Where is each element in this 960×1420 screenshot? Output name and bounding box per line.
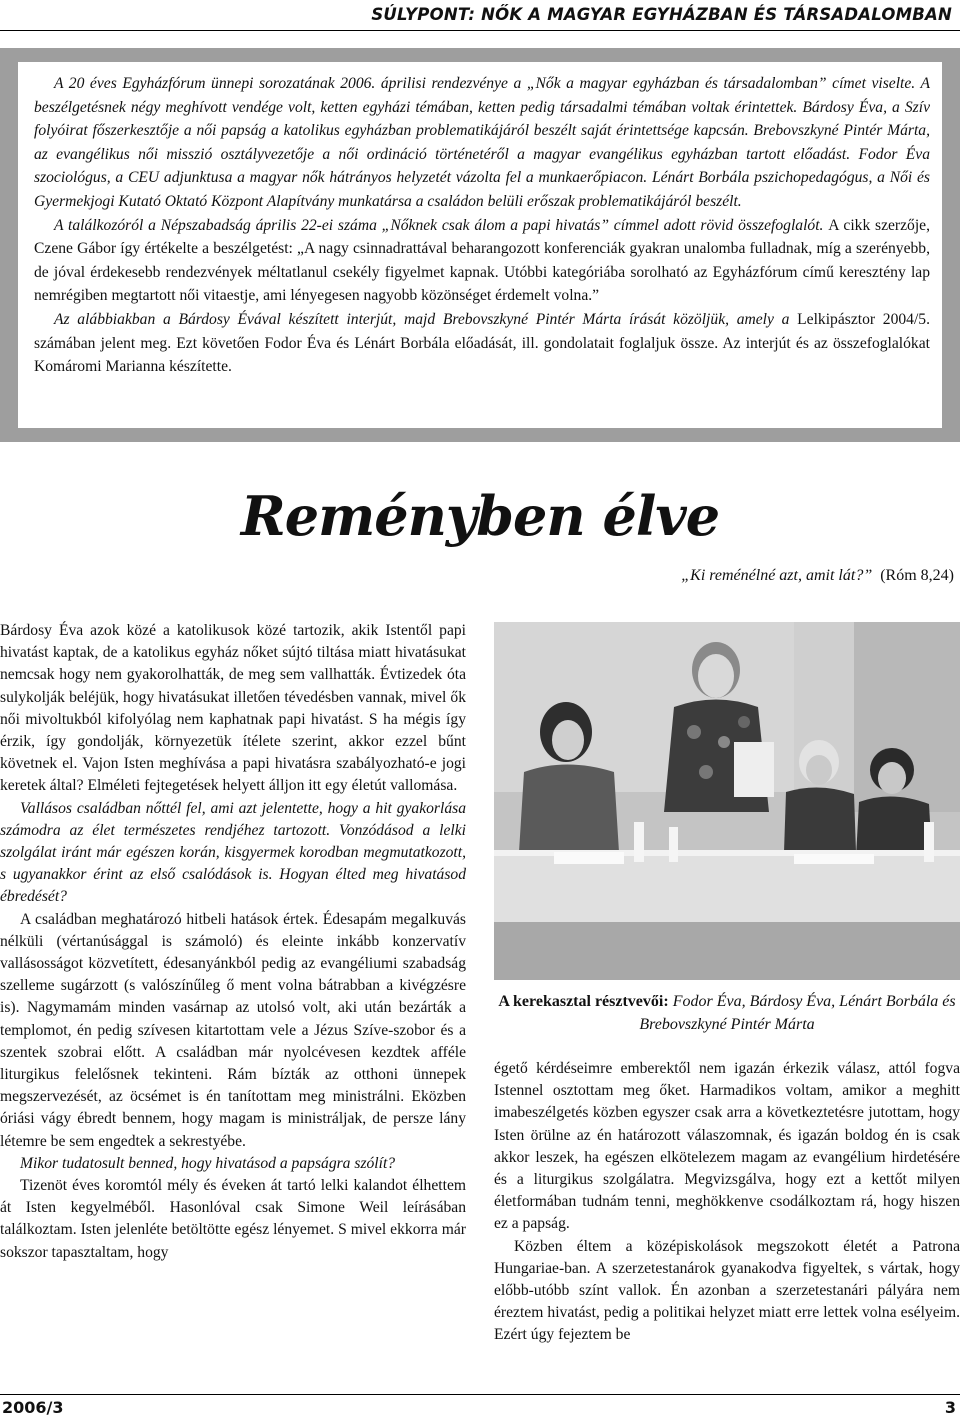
intro-paragraph: A 20 éves Egyházfórum ünnepi sorozatának 2006. áprilisi rendezvénye a „Nők a magyar egyházban és társadalomban” címet viselte. A beszélgetésnek négy meghívott vendége volt, ketten egyházi témában, ketten pedig társadalmi témában voltak érintettek. Bárdosy Éva, a Szív folyóirat főszerkesztője a női papság a katolikus egyházban problematikájáról beszélt saját érintettsége kapcsán. Brebovszkyné Pintér Márta, az evangélikus női misszió osztályvezetője a női ordináció történetéről a magyar evangélikus egyházban tartott előadást. Fodor Éva szociológus, a CEU adjunktusa a magyar nők hátrányos helyzetét vázolta fel a munkaerőpiacon. Lénárt Borbála pszichopedagógus, a Női és Gyermekjogi Kutató Oktató Központ Alapítvány munkatársa a családon belüli erőszak problematikájáról beszélt. bbox=[34, 75, 930, 210]
intro-paragraph bbox=[34, 214, 930, 308]
intro-upright-part: A cikk szerzője, Czene Gábor így értékelte a beszélgetést: „A nagy csinnadrattával beharangozott konferenciák gyakran unalomba fulladnak, míg a szerényebb, de jóval érdekesebb rendezvények méltatlanul csekély figyelmet kapnak. Utóbbi kategóriába sorolható az Egyházfórum című keresztény lap nemrégiben megtartott női vitaestje, ami lényegesen nagyobb közönséget érdemelt volna.” bbox=[34, 216, 930, 305]
section-title: SÚLYPONT: NŐK A MAGYAR EGYHÁZBAN ÉS TÁRSADALOMBAN bbox=[371, 5, 952, 24]
issue-number: 2006/3 bbox=[2, 1398, 64, 1417]
footer-rule bbox=[0, 1394, 960, 1395]
motto-text: „Ki reménélné azt, amit lát?” bbox=[681, 567, 873, 584]
body-paragraph: Bárdosy Éva azok közé a katolikusok közé tartozik, akik Istentől papi hivatást kaptak, de a katolikus egyház nőket sújtó tiltása miatt hivatásukat nemcsak hogy nem gyakorolhatták, de meg sem vallhatták. Évtizedek óta sulykolják beléjük, hogy hivatásukat illetően tévedésben vannak, mivel ők női mivoltukból kifolyólag nem kaphatnak papi hivatást. S ha mégis így érzik, így gondolják, környezetük ítélete szerint, akkor ezzel bűnt követnek el. Vajon Isten meghívása a papi hivatásra szabályozható-e jogi keretek által? Elméleti fejtegetések helyett álljon itt egy életút vallomása. bbox=[0, 622, 466, 795]
motto-reference: (Róm 8,24) bbox=[880, 567, 954, 584]
body-paragraph: Tizenöt éves koromtól mély és éveken át tartó lelki kalandot élhettem át Isten kegyelméből. Hasonlóval csak Simone Weil leírásában találkoztam. Isten jelenléte betöltötte egész lényemet. S mivel ekkorra már sokszor tapasztaltam, hogy bbox=[0, 1177, 466, 1261]
caption-label: A kerekasztal résztvevői: bbox=[498, 993, 669, 1010]
page-number: 3 bbox=[944, 1398, 956, 1417]
body-paragraph: Közben éltem a középiskolások megszokott életét a Patrona Hungariae-ban. A szerzetestanárok gyanakodva figyeltek, s vártak, hogy előbb-utóbb színt vallok. Én azonban a szerzetestanári pályára nem éreztem hivatást, pedig a politikai helyzet miatt erre lettek volna esélyeim. Ezért úgy fejeztem be bbox=[494, 1237, 960, 1344]
intro-italic-part: Az alábbiakban a Bárdosy Évával készített interjút, majd Brebovszkyné Pintér Márta írását közöljük, amely a bbox=[54, 310, 790, 328]
intro-italic-part: A találkozóról a Népszabadság április 22-ei száma „Nőknek csak álom a papi hivatás” címmel adott rövid összefoglalót. bbox=[54, 216, 824, 234]
intro-panel bbox=[18, 62, 942, 428]
caption-names: Fodor Éva, Bárdosy Éva, Lénárt Borbála és Brebovszkyné Pintér Márta bbox=[639, 993, 956, 1033]
article-title: Reményben élve bbox=[240, 484, 720, 548]
body-paragraph: A családban meghatározó hitbeli hatások értek. Édesapám megalkuvás nélküli (vértanúsággal is számoló) és eleinte inkább konzervatív vallásosságot közvetített, édesanyánkból pedig az evangéliumi szabadság szelleme sugárzott (s valószínűleg ő ment volna bátrabban a kivégzésre is). Nagymamám minden vasárnap az utolsó volt, aki után bezárták a templomot, én pedig szívesen kitartottam vele a Jézus Szíve-szobor és a szentek szobrai előtt. A családban már nyolcévesen kezdtek afféle liturgikus felelősnek tekinteni. Rám bízták az otthoni ünnepek megszervezését, az öcsémet is én tanítottam meg ministrálni. Eközben óriási vágy ébredt bennem, hogy magam is ministráljak, de persze lány létemre be sem engedtek a sekrestyébe. bbox=[0, 910, 466, 1150]
left-column bbox=[0, 620, 466, 1264]
photo-of-panel-discussion bbox=[494, 622, 960, 980]
motto bbox=[681, 567, 954, 585]
intro-paragraph bbox=[34, 308, 930, 379]
interview-question: Mikor tudatosult benned, hogy hivatásod a papságra szólít? bbox=[20, 1154, 396, 1172]
interview-question: Vallásos családban nőttél fel, ami azt jelentette, hogy a hit gyakorlása számodra az élet természetes rendjéhez tartozott. Vonzódásod a lelki szolgálat iránt már egészen korán, kisgyermek korodban megmutatkozott, s ugyanakkor érint az első csalódások is. Hogyan élted meg hivatásod ébredését? bbox=[0, 799, 466, 906]
intro-box bbox=[0, 48, 960, 442]
panel-photo bbox=[494, 622, 960, 980]
intro-text bbox=[34, 72, 930, 379]
intro-upright-part: Lelkipásztor 2004/5. számában jelent meg. Ezt követően Fodor Éva és Lénárt Borbála előadását, ill. gondolatait foglaljuk össze. Az interjút és az összefoglalókat Komáromi Marianna készítette. bbox=[34, 310, 930, 376]
body-paragraph: égető kérdéseimre emberektől nem igazán érkezik válasz, attól fogva Istennel osztottam meg őket. Harmadikos voltam, amikor a meghitt imabeszélgetés közben egyszer csak arra a következtetésre jutottam, hogy Isten örülne az én határozott válaszomnak, és igazán boldog én is csak akkor leszek, ha egészen elkötelezem magam az evangélium hirdetésére és a liturgikus szolgálatra. Megvizsgálva, hogy ezt a kettőt milyen életformában tudnám tenni, meghökkenve csodálkoztam rá, hogy hiszen ez a papság. bbox=[494, 1060, 960, 1233]
right-column bbox=[494, 1058, 960, 1347]
photo-caption bbox=[494, 990, 960, 1036]
